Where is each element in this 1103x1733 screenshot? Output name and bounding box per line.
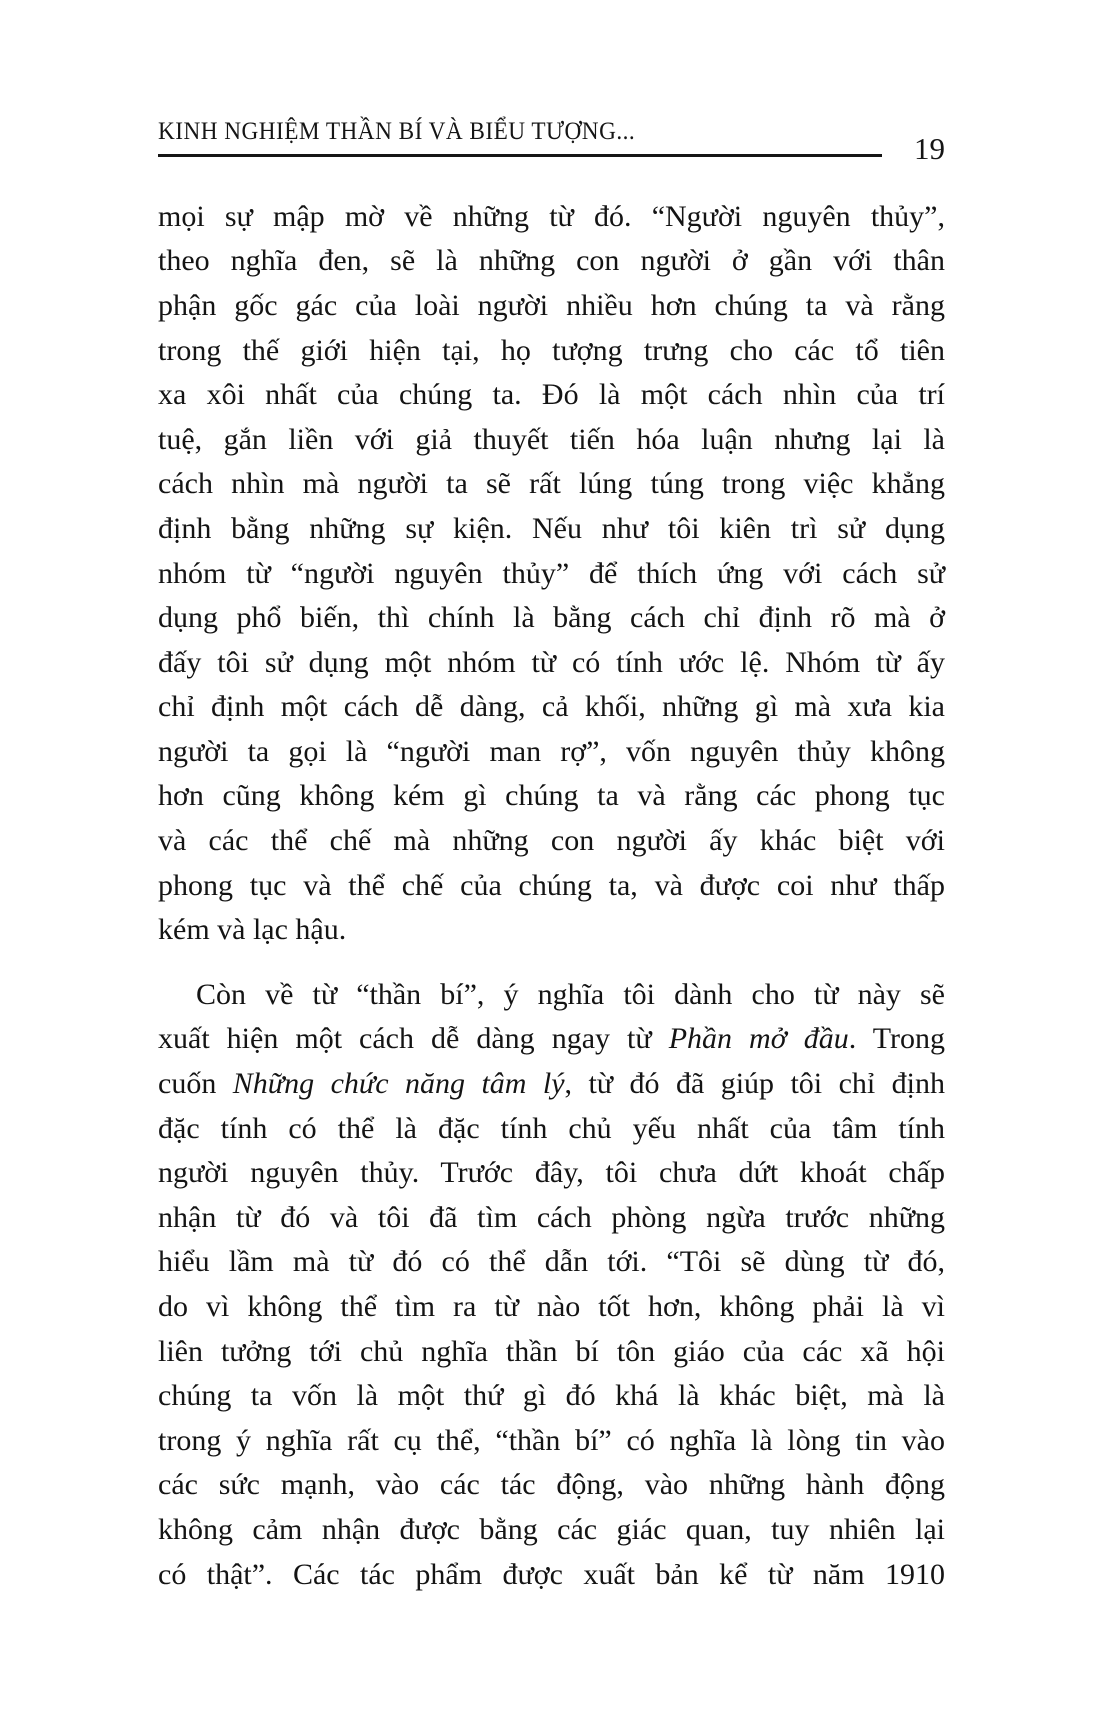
text-segment: hiểu lầm mà từ đó có thể dẫn tới. “Tôi sẽ dùng từ đó, <box>158 1245 945 1279</box>
text-line <box>158 418 945 463</box>
paragraph <box>158 973 945 1597</box>
text-segment: nhóm từ “người nguyên thủy” để thích ứng với cách sử <box>158 556 945 590</box>
text-segment: và các thể chế mà những con người ấy khác biệt với <box>158 824 945 858</box>
text-segment: do vì không thể tìm ra từ nào tốt hơn, không phải là vì <box>158 1290 945 1323</box>
text-line <box>158 1508 945 1553</box>
text-line <box>158 685 945 730</box>
paragraph <box>158 195 945 953</box>
italic-text-segment: Những chức năng tâm lý <box>232 1067 565 1101</box>
text-segment: liên tưởng tới chủ nghĩa thần bí tôn giáo của các xã hội <box>158 1334 945 1368</box>
text-line <box>158 908 945 953</box>
text-line <box>158 641 945 686</box>
text-segment: dụng phổ biến, thì chính là bằng cách chỉ định rõ mà ở <box>158 601 945 635</box>
text-segment: chỉ định một cách dễ dàng, cả khối, những gì mà xưa kia <box>158 690 945 724</box>
text-segment: không cảm nhận được bằng các giác quan, tuy nhiên lại <box>158 1512 945 1546</box>
text-segment: xuất hiện một cách dễ dàng ngay từ <box>158 1022 669 1056</box>
text-line <box>158 329 945 374</box>
text-segment: tuệ, gắn liền với giả thuyết tiến hóa luận nhưng lại là <box>158 422 945 456</box>
page-header <box>158 118 945 166</box>
text-line <box>158 1062 945 1107</box>
text-segment: hơn cũng không kém gì chúng ta và rằng các phong tục <box>158 779 945 813</box>
text-segment: cách nhìn mà người ta sẽ rất lúng túng trong việc khẳng <box>158 467 945 501</box>
text-segment: Còn về từ “thần bí”, ý nghĩa tôi dành cho từ này sẽ <box>196 977 945 1011</box>
text-line <box>158 1419 945 1464</box>
header-left <box>158 118 882 157</box>
text-line <box>158 373 945 418</box>
text-line <box>158 1240 945 1285</box>
text-line <box>158 239 945 284</box>
text-segment: phong tục và thể chế của chúng ta, và được coi như thấp <box>158 868 945 902</box>
header-rule <box>158 154 882 157</box>
text-line <box>158 1374 945 1419</box>
text-line <box>158 462 945 507</box>
text-segment: cuốn <box>158 1067 233 1101</box>
text-segment: theo nghĩa đen, sẽ là những con người ở gần với thân <box>158 244 945 278</box>
text-line <box>158 1196 945 1241</box>
body-text <box>158 195 945 1597</box>
page-number: 19 <box>914 130 945 166</box>
text-line <box>158 1553 945 1598</box>
text-line <box>158 864 945 909</box>
text-line <box>158 1151 945 1196</box>
text-segment: mọi sự mập mờ về những từ đó. “Người nguyên thủy”, <box>158 199 945 233</box>
text-line <box>158 507 945 552</box>
text-segment: nhận từ đó và tôi đã tìm cách phòng ngừa trước những <box>158 1200 945 1234</box>
text-segment: chúng ta vốn là một thứ gì đó khá là khác biệt, mà là <box>158 1379 945 1413</box>
text-segment: phận gốc gác của loài người nhiều hơn chúng ta và rằng <box>158 288 945 322</box>
text-line <box>158 596 945 641</box>
text-segment: . Trong <box>848 1022 945 1056</box>
text-segment: , từ đó đã giúp tôi chỉ định <box>564 1067 945 1101</box>
text-segment: có thật”. Các tác phẩm được xuất bản kể từ năm 1910 <box>158 1557 945 1591</box>
text-line <box>158 195 945 240</box>
text-line <box>158 284 945 329</box>
text-segment: đấy tôi sử dụng một nhóm từ có tính ước lệ. Nhóm từ ấy <box>158 645 945 679</box>
text-segment: đặc tính có thể là đặc tính chủ yếu nhất của tâm tính <box>158 1111 945 1145</box>
text-segment: kém và lạc hậu. <box>158 913 347 947</box>
text-line <box>158 774 945 819</box>
text-line <box>158 819 945 864</box>
text-line <box>158 1107 945 1152</box>
text-line <box>158 1285 945 1330</box>
text-segment: trong thế giới hiện tại, họ tượng trưng cho các tổ tiên <box>158 333 945 367</box>
text-segment: xa xôi nhất của chúng ta. Đó là một cách nhìn của trí <box>158 378 945 412</box>
text-segment: trong ý nghĩa rất cụ thể, “thần bí” có nghĩa là lòng tin vào <box>158 1423 945 1457</box>
text-line <box>158 1463 945 1508</box>
text-segment: người nguyên thủy. Trước đây, tôi chưa dứt khoát chấp <box>158 1156 945 1190</box>
running-title: KINH NGHIỆM THẦN BÍ VÀ BIỂU TƯỢNG... <box>158 118 636 145</box>
text-segment: định bằng những sự kiện. Nếu như tôi kiên trì sử dụng <box>158 511 945 545</box>
text-line <box>158 552 945 597</box>
text-line <box>158 973 945 1018</box>
text-segment: các sức mạnh, vào các tác động, vào những hành động <box>158 1468 945 1502</box>
text-line <box>158 1330 945 1375</box>
text-line <box>158 730 945 775</box>
text-segment: người ta gọi là “người man rợ”, vốn nguyên thủy không <box>158 734 945 768</box>
italic-text-segment: Phần mở đầu <box>668 1022 849 1056</box>
text-line <box>158 1017 945 1062</box>
